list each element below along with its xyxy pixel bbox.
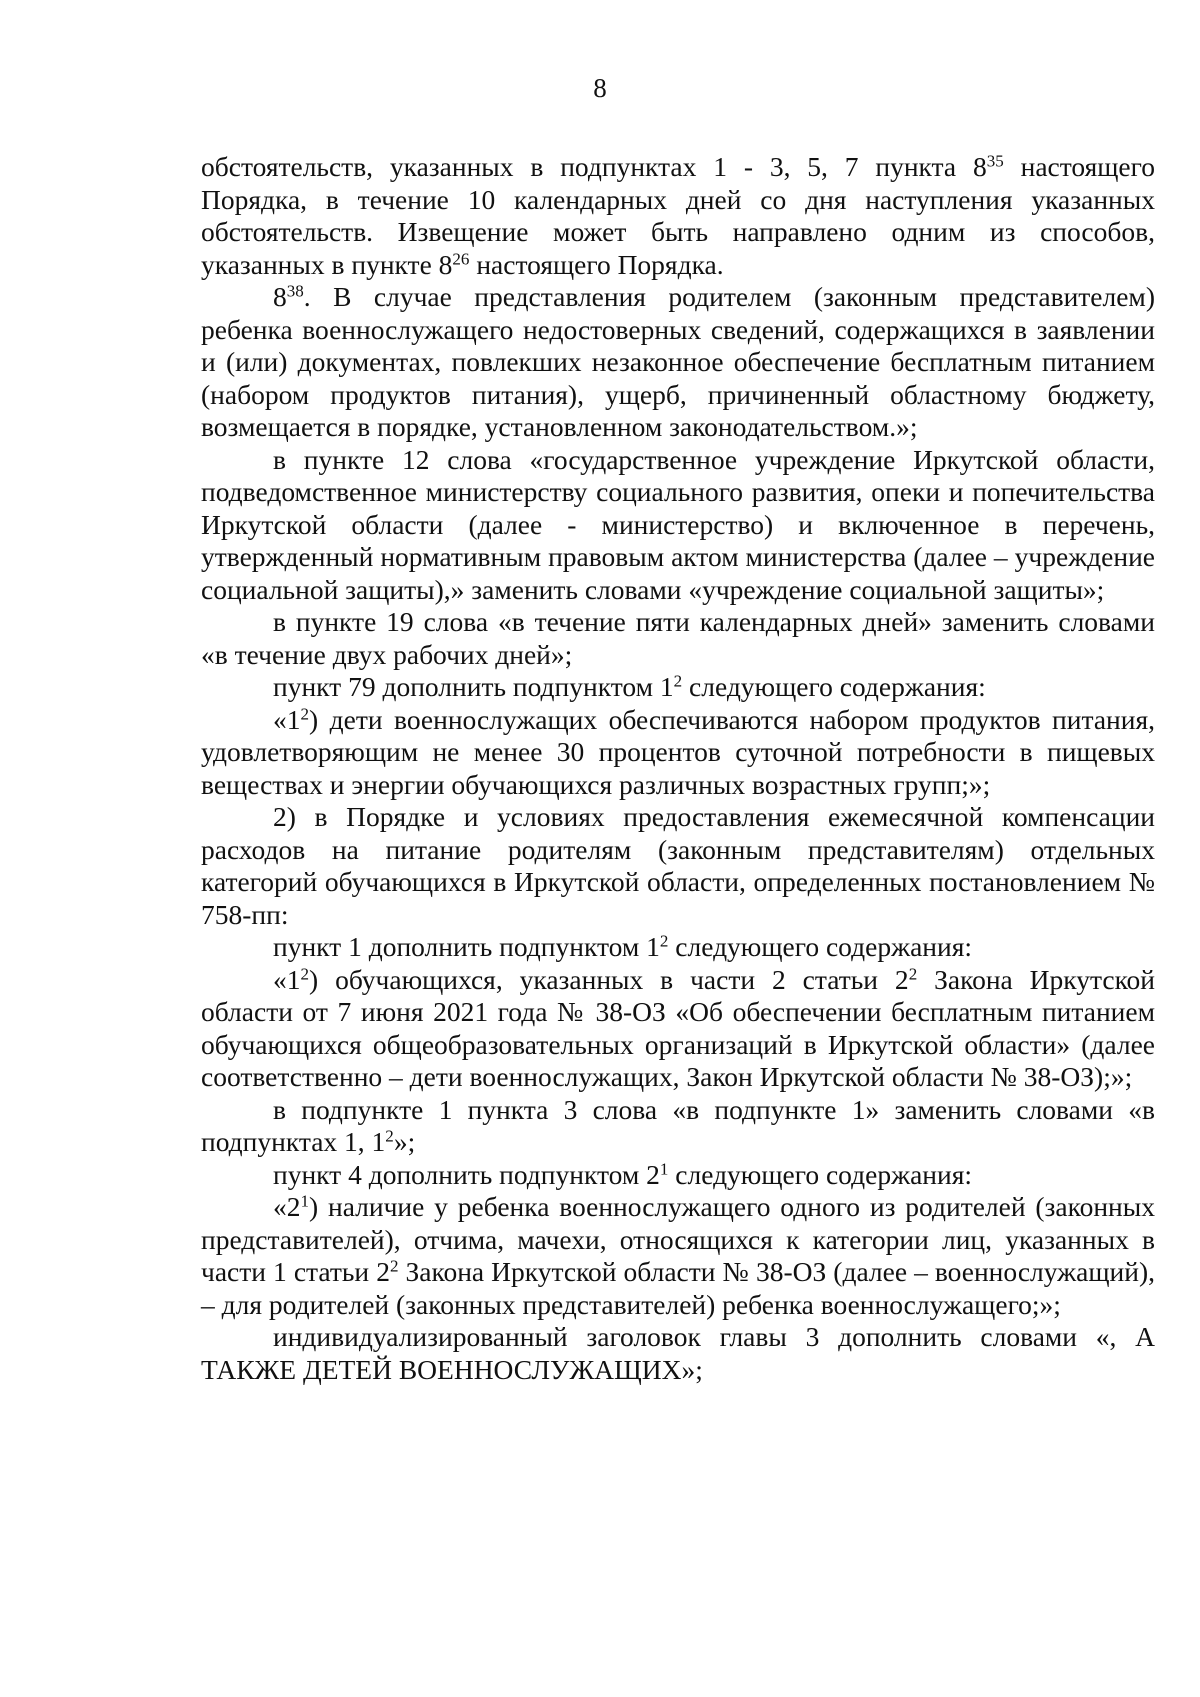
paragraph: пункт 4 дополнить подпунктом $2^1$ следующего содержания: bbox=[273, 1158, 972, 1190]
document-body bbox=[201, 151, 1155, 1386]
paragraph: в пункте 12 слова «государственное учреждение Иркутской области, подведомственное министерству социального развития, опеки и попечительства Иркутской области (далее - министерство) и включенное в перечень, утвержденный нормативным правовым актом министерства (далее – учреждение социальной защиты),» заменить словами «учреждение социальной защиты»; bbox=[201, 443, 1155, 605]
paragraph: $8^{38}$. В случае представления родителем (законным представителем) ребенка военнослужащего недостоверных сведений, содержащихся в заявлении и (или) документах, повлекших незаконное обеспечение бесплатным питанием (набором продуктов питания), ущерб, причиненный областному бюджету, возмещается в порядке, установленном законодательством.»; bbox=[201, 281, 1155, 442]
paragraph: в пункте 19 слова «в течение пяти календарных дней» заменить словами «в течение двух рабочих дней»; bbox=[201, 606, 1155, 670]
paragraph: индивидуализированный заголовок главы 3 дополнить словами «, А ТАКЖЕ ДЕТЕЙ ВОЕННОСЛУЖАЩИХ»; bbox=[201, 1321, 1155, 1385]
paragraph: «$2^1$) наличие у ребенка военнослужащего одного из родителей (законных представителей), отчима, мачехи, относящихся к категории лиц, указанных в части 1 статьи $2^2$ Закона Иркутской области № 38-ОЗ (далее – военнослужащий), – для родителей (законных представителей) ребенка военнослужащего;»; bbox=[201, 1191, 1155, 1320]
paragraph: в подпункте 1 пункта 3 слова «в подпункте 1» заменить словами «в подпунктах 1, $1^2$»; bbox=[201, 1093, 1155, 1157]
page-number: 8 bbox=[593, 73, 607, 103]
paragraph: обстоятельств, указанных в подпунктах 1 - 3, 5, 7 пункта $8^{35}$ настоящего Порядка, в течение 10 календарных дней со дня наступления указанных обстоятельств. Извещение может быть направлено одним из способов, указанных в пункте $8^{26}$ настоящего Порядка. bbox=[201, 151, 1155, 280]
paragraph: пункт 1 дополнить подпунктом $1^2$ следующего содержания: bbox=[273, 931, 972, 962]
paragraph: 2) в Порядке и условиях предоставления ежемесячной компенсации расходов на питание родителям (законным представителям) отдельных категорий обучающихся в Иркутской области, определенных постановлением № 758-пп: bbox=[201, 801, 1155, 930]
paragraph: «$1^2$) дети военнослужащих обеспечиваются набором продуктов питания, удовлетворяющим не менее 30 процентов суточной потребности в пищевых веществах и энергии обучающихся различных возрастных групп;»; bbox=[201, 703, 1155, 800]
paragraph: «$1^2$) обучающихся, указанных в части 2 статьи $2^2$ Закона Иркутской области от 7 июня 2021 года № 38-ОЗ «Об обеспечении бесплатным питанием обучающихся общеобразовательных организаций в Иркутской области» (далее соответственно – дети военнослужащих, Закон Иркутской области № 38-ОЗ);»; bbox=[201, 963, 1155, 1092]
paragraph: пункт 79 дополнить подпунктом $1^2$ следующего содержания: bbox=[273, 671, 986, 702]
